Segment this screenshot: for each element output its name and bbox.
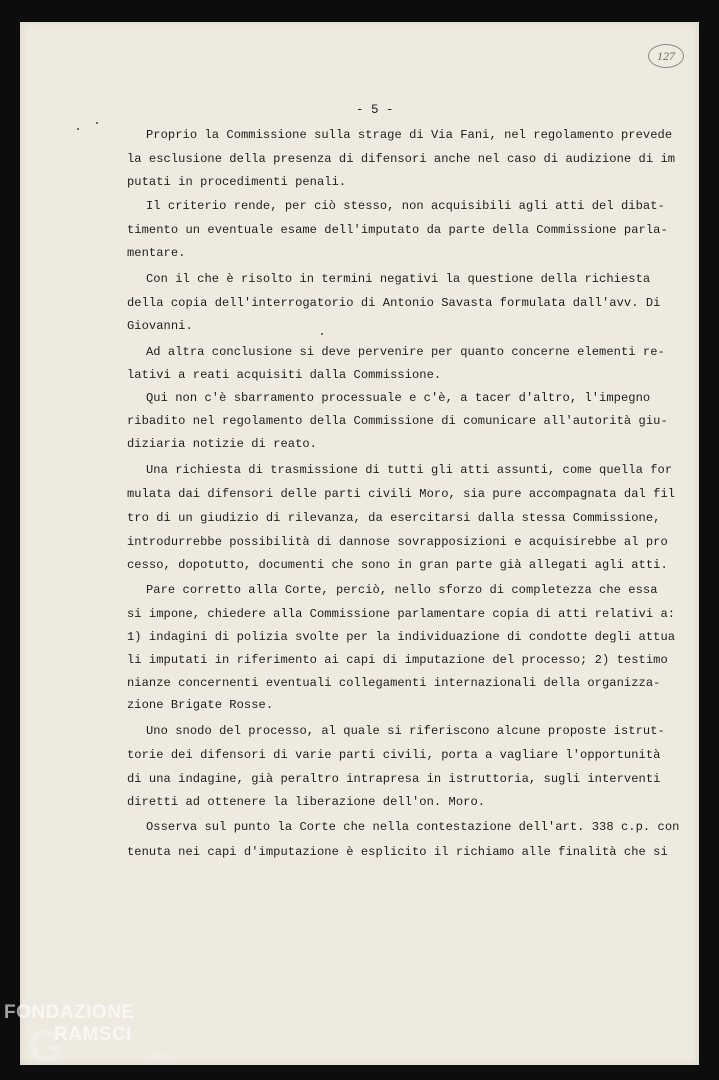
text-line: introdurrebbe possibilità di dannose sovrapposizioni e acquisirebbe al pro <box>127 535 668 549</box>
text-line: Osserva sul punto la Corte che nella contestazione dell'art. 338 c.p. con <box>146 820 680 834</box>
text-line: diretti ad ottenere la liberazione dell'on. Moro. <box>127 795 486 809</box>
text-line: lativi a reati acquisiti dalla Commissione. <box>127 368 442 382</box>
text-line: Una richiesta di trasmissione di tutti gli atti assunti, come quella for <box>146 463 673 477</box>
text-line: cesso, dopotutto, documenti che sono in gran parte già allegati agli atti. <box>127 558 668 572</box>
paper-speck <box>77 128 79 130</box>
watermark-line2: RAMSCI <box>54 1024 132 1045</box>
text-line: tro di un giudizio di rilevanza, da esercitarsi dalla stessa Commissione, <box>127 511 661 525</box>
paper-speck <box>96 122 98 124</box>
text-line: si impone, chiedere alla Commissione parlamentare copia di atti relativi a: <box>127 607 676 621</box>
text-line: Uno snodo del processo, al quale si riferiscono alcune proposte istrut- <box>146 724 665 738</box>
text-line: 1) indagini di polizia svolte per la individuazione di condotte degli attua <box>127 630 676 644</box>
text-line: Pare corretto alla Corte, perciò, nello sforzo di completezza che essa <box>146 583 658 597</box>
text-line: Ad altra conclusione si deve pervenire per quanto concerne elementi re- <box>146 345 665 359</box>
text-line: nianze concernenti eventuali collegamenti internazionali della organizza- <box>127 676 661 690</box>
text-line: Qui non c'è sbarramento processuale e c'è, a tacer d'altro, l'impegno <box>146 391 651 405</box>
text-line: mulata dai difensori delle parti civili Moro, sia pure accompagnata dal fil <box>127 487 676 501</box>
text-line: timento un eventuale esame dell'imputato da parte della Commissione parla- <box>127 223 668 237</box>
fondazione-gramsci-watermark <box>4 1000 184 1080</box>
page-number: - 5 - <box>356 103 394 117</box>
text-line: putati in procedimenti penali. <box>127 175 347 189</box>
text-line: diziaria notizie di reato. <box>127 437 317 451</box>
text-line: della copia dell'interrogatorio di Antonio Savasta formulata dall'avv. Di <box>127 296 661 310</box>
text-line: li imputati in riferimento ai capi di imputazione del processo; 2) testimo <box>127 653 668 667</box>
text-line: zione Brigate Rosse. <box>127 698 274 712</box>
watermark-line1: FONDAZIONE <box>4 1002 135 1023</box>
text-line: Con il che è risolto in termini negativi la questione della richiesta <box>146 272 651 286</box>
text-line: di una indagine, già peraltro intrapresa in istruttoria, sugli interventi <box>127 772 661 786</box>
text-line: Giovanni. <box>127 319 193 333</box>
text-line: tenuta nei capi d'imputazione è esplicito il richiamo alle finalità che si <box>127 845 668 859</box>
text-line: ribadito nel regolamento della Commissione di comunicare all'autorità giu- <box>127 414 668 428</box>
archive-page-stamp: 127 <box>648 44 684 68</box>
text-line: Il criterio rende, per ciò stesso, non acquisibili agli atti del dibat- <box>146 199 665 213</box>
text-line: mentare. <box>127 246 186 260</box>
text-line: torie dei difensori di varie parti civili, porta a vagliare l'opportunità <box>127 748 661 762</box>
watermark-suffix: onlus <box>150 1051 170 1060</box>
text-line: la esclusione della presenza di difensori anche nel caso di audizione di im <box>127 152 676 166</box>
watermark-initial: G <box>28 1022 63 1071</box>
text-line: Proprio la Commissione sulla strage di Via Fani, nel regolamento prevede <box>146 128 673 142</box>
paper-speck <box>321 333 323 335</box>
